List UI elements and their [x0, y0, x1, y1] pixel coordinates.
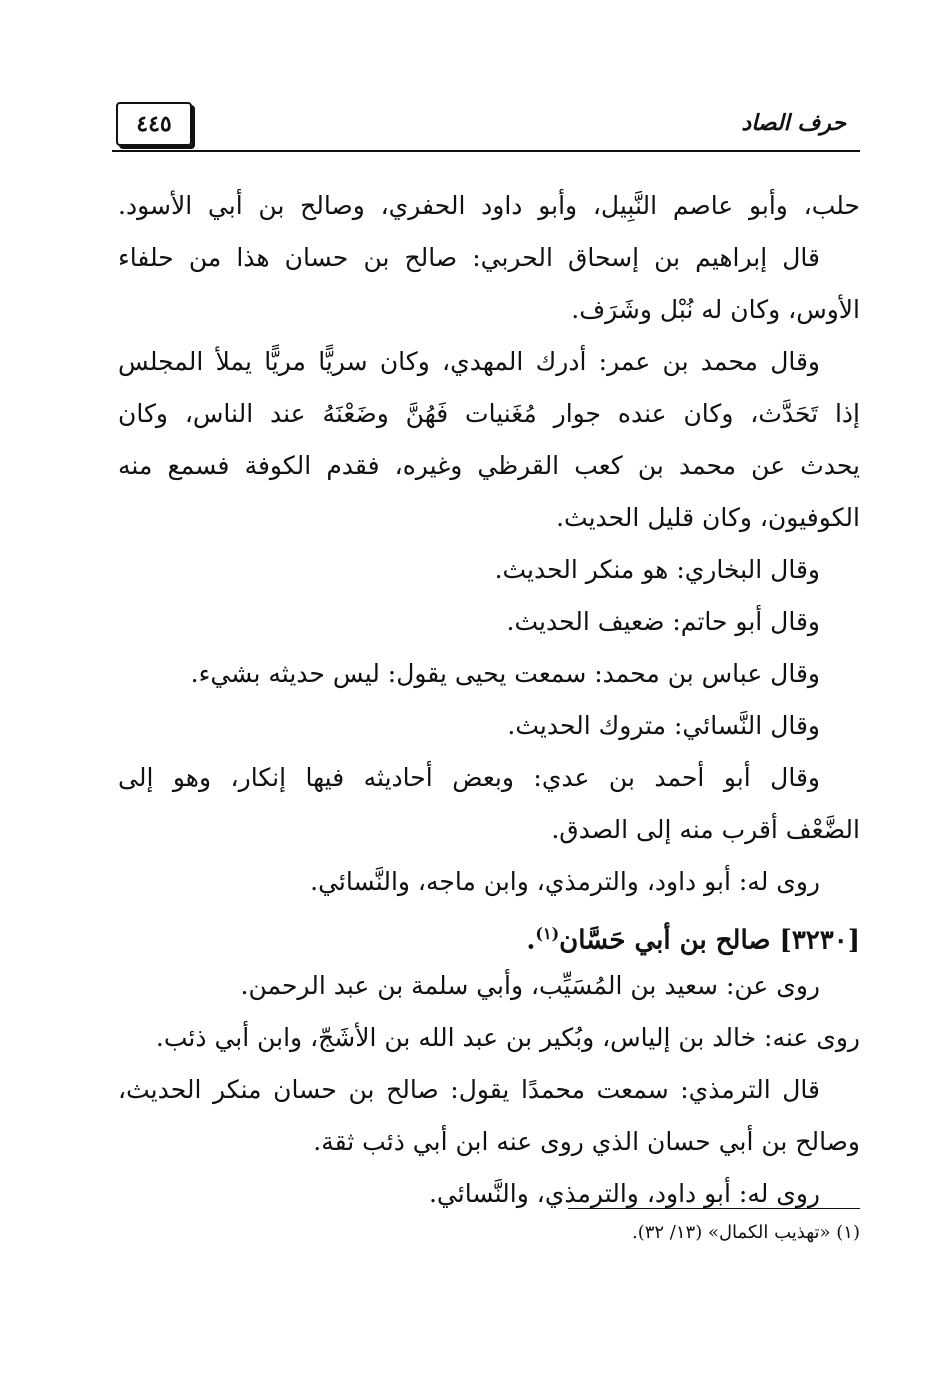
text-line: وقال النَّسائي: متروك الحديث.: [507, 711, 820, 740]
entry-heading: [118, 908, 860, 960]
text-line: روى عنه: خالد بن إلياس، وبُكير بن عبد الله بن الأشَجّ، وابن أبي ذئب.: [155, 1023, 860, 1052]
text-line: قال الترمذي: سمعت محمدًا يقول: صالح بن حسان منكر الحديث،: [118, 1075, 820, 1104]
text-line: وقال محمد بن عمر: أدرك المهدي، وكان سريًّا مريًّا يملأ المجلس: [118, 347, 820, 376]
running-head: حرف الصاد: [741, 110, 846, 136]
text-line: الأوس، وكان له نُبْل وشَرَف.: [571, 295, 860, 324]
entry-name: صالح بن أبي حَسَّان: [559, 925, 771, 956]
text-line: وقال البخاري: هو منكر الحديث.: [494, 555, 820, 584]
text-line: الضَّعْف أقرب منه إلى الصدق.: [551, 815, 860, 844]
text-line: روى عن: سعيد بن المُسَيِّب، وأبي سلمة بن عبد الرحمن.: [240, 971, 820, 1000]
text-line: حلب، وأبو عاصم النَّبِيل، وأبو داود الحفري، وصالح بن أبي الأسود.: [118, 191, 860, 220]
text-line: إذا تَحَدَّث، وكان عنده جوار مُغَنيات فَهُنَّ وضَعْنَهُ عند الناس، وكان: [118, 399, 860, 428]
text-line: وقال أبو أحمد بن عدي: وبعض أحاديثه فيها إنكار، وهو إلى: [118, 763, 820, 792]
entry-number: [٣٢٣٠]: [779, 925, 860, 956]
text-line: الكوفيون، وكان قليل الحديث.: [556, 503, 860, 532]
text-line: وقال أبو حاتم: ضعيف الحديث.: [506, 607, 820, 636]
page-number: ٤٤٥: [116, 102, 192, 146]
page-header: [112, 96, 860, 152]
text-line: يحدث عن محمد بن كعب القرظي وغيره، فقدم الكوفة فسمع منه: [118, 451, 860, 480]
text-line: وقال عباس بن محمد: سمعت يحيى يقول: ليس حديثه بشيء.: [190, 659, 820, 688]
text-line: روى له: أبو داود، والترمذي، والنَّسائي.: [428, 1179, 820, 1208]
footnote: (١) «تهذيب الكمال» (١٣/ ٣٢).: [631, 1222, 860, 1243]
text-line: روى له: أبو داود، والترمذي، وابن ماجه، والنَّسائي.: [310, 867, 820, 896]
footnote-divider: [568, 1208, 860, 1209]
entry-end: .: [526, 925, 536, 956]
footnote-mark: (١): [535, 924, 560, 943]
main-text: [118, 180, 860, 1220]
text-line: وصالح بن أبي حسان الذي روى عنه ابن أبي ذئب ثقة.: [313, 1127, 860, 1156]
text-line: قال إبراهيم بن إسحاق الحربي: صالح بن حسان هذا من حلفاء: [118, 243, 820, 272]
